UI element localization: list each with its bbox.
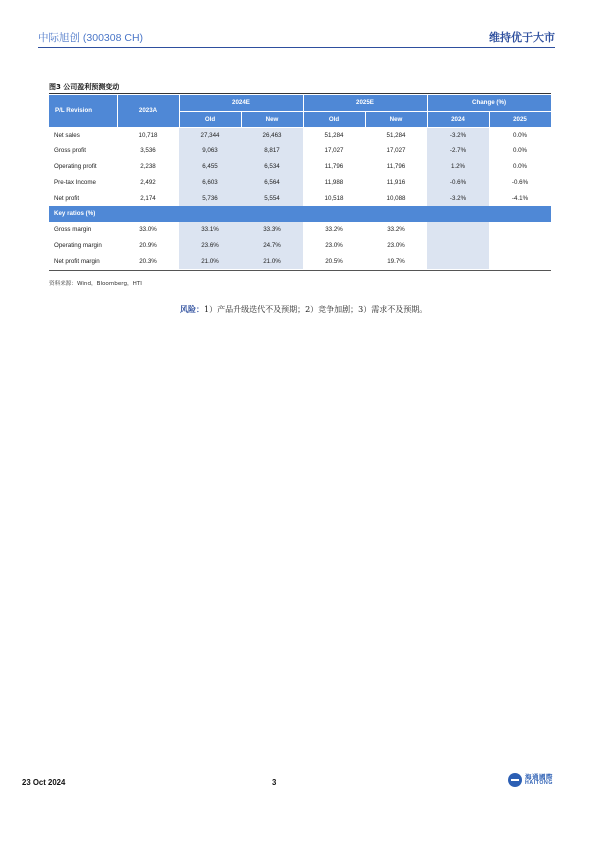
pl-revision-header: P/L Revision: [49, 95, 117, 127]
logo-chinese-text: 海通國際: [525, 773, 553, 781]
table-cell: 23.0%: [365, 238, 427, 254]
header-change: Change (%): [427, 95, 551, 111]
table-cell: 19.7%: [365, 254, 427, 270]
table-cell: -2.7%: [427, 143, 489, 159]
table-cell: 6,564: [241, 174, 303, 190]
subheader-2025-old: Old: [303, 111, 365, 127]
table-cell: 10,518: [303, 190, 365, 206]
table-cell: 33.2%: [303, 222, 365, 238]
subheader-2025-new: New: [365, 111, 427, 127]
table-cell: 5,736: [179, 190, 241, 206]
table-cell: 2,174: [117, 190, 179, 206]
table-cell: -0.6%: [427, 174, 489, 190]
table-cell: [427, 222, 489, 238]
table-row: [49, 127, 551, 143]
table-cell: [427, 254, 489, 270]
key-ratios-label: Key ratios (%): [49, 206, 117, 222]
table-cell: 17,027: [365, 143, 427, 159]
key-ratios-band: [117, 206, 551, 222]
table-cell: 51,284: [303, 127, 365, 143]
table-cell: 11,916: [365, 174, 427, 190]
table-cell: 20.9%: [117, 238, 179, 254]
table-row: [49, 143, 551, 159]
table-cell: 10,718: [117, 127, 179, 143]
table-cell: 33.1%: [179, 222, 241, 238]
footer-date: 23 Oct 2024: [22, 778, 66, 787]
table-header-row: [49, 95, 551, 111]
table-cell: 17,027: [303, 143, 365, 159]
table-cell: 0.0%: [489, 143, 551, 159]
subheader-2024-new: New: [241, 111, 303, 127]
haitong-logo-icon: [508, 773, 522, 787]
header-2024e: 2024E: [179, 95, 303, 111]
header-2025e: 2025E: [303, 95, 427, 111]
table-cell: 23.6%: [179, 238, 241, 254]
forecast-revision-table: [49, 95, 552, 269]
pl-row-label: Net profit: [49, 190, 117, 206]
table-cell: [489, 222, 551, 238]
table-cell: 27,344: [179, 127, 241, 143]
table-cell: 0.0%: [489, 127, 551, 143]
table-cell: 2,238: [117, 159, 179, 175]
table-row: [49, 174, 551, 190]
forecast-revision-table-container: [49, 95, 551, 269]
table-cell: 8,817: [241, 143, 303, 159]
table-cell: [427, 238, 489, 254]
table-cell: 26,463: [241, 127, 303, 143]
table-cell: 0.0%: [489, 159, 551, 175]
table-cell: 3,536: [117, 143, 179, 159]
ratio-row-label: Operating margin: [49, 238, 117, 254]
ratio-row-label: Net profit margin: [49, 254, 117, 270]
table-cell: 11,988: [303, 174, 365, 190]
key-ratios-section-row: [49, 206, 551, 222]
page-number: 3: [272, 778, 277, 787]
table-row: [49, 254, 551, 270]
table-cell: 21.0%: [241, 254, 303, 270]
table-cell: 1.2%: [427, 159, 489, 175]
table-cell: -3.2%: [427, 127, 489, 143]
table-row: [49, 222, 551, 238]
table-cell: 2,492: [117, 174, 179, 190]
report-company-ticker: 中际旭创 (300308 CH): [38, 32, 144, 44]
pl-row-label: Gross profit: [49, 143, 117, 159]
table-cell: -0.6%: [489, 174, 551, 190]
table-cell: 10,088: [365, 190, 427, 206]
table-cell: 6,455: [179, 159, 241, 175]
table-cell: 11,796: [365, 159, 427, 175]
table-cell: 9,063: [179, 143, 241, 159]
table-cell: 6,534: [241, 159, 303, 175]
table-row: [49, 159, 551, 175]
table-cell: 51,284: [365, 127, 427, 143]
table-cell: 23.0%: [303, 238, 365, 254]
risk-text: 1）产品升级迭代不及预期；2）竞争加剧；3）需求不及预期。: [204, 305, 428, 314]
header-2023a: 2023A: [117, 95, 179, 127]
subheader-change-2024: 2024: [427, 111, 489, 127]
table-cell: [489, 254, 551, 270]
subheader-change-2025: 2025: [489, 111, 551, 127]
pl-row-label: Operating profit: [49, 159, 117, 175]
table-cell: -4.1%: [489, 190, 551, 206]
ratio-row-label: Gross margin: [49, 222, 117, 238]
risk-statement: [180, 304, 427, 315]
table-cell: 21.0%: [179, 254, 241, 270]
header-divider: [38, 47, 555, 48]
table-cell: 5,554: [241, 190, 303, 206]
source-note: 资料来源：Wind，Bloomberg，HTI: [49, 281, 142, 287]
table-cell: 33.2%: [365, 222, 427, 238]
pl-row-label: Pre-tax Income: [49, 174, 117, 190]
table-cell: 20.3%: [117, 254, 179, 270]
table-row: [49, 190, 551, 206]
table-cell: 24.7%: [241, 238, 303, 254]
table-row: [49, 238, 551, 254]
table-cell: 33.3%: [241, 222, 303, 238]
risk-label: 风险：: [180, 304, 204, 314]
table-cell: 33.0%: [117, 222, 179, 238]
table-cell: -3.2%: [427, 190, 489, 206]
table-cell: [489, 238, 551, 254]
table-cell: 11,796: [303, 159, 365, 175]
table-cell: 6,603: [179, 174, 241, 190]
subheader-2024-old: Old: [179, 111, 241, 127]
report-rating: 维持优于大市: [489, 31, 555, 44]
logo-english-text: HAITONG: [525, 780, 554, 786]
table-cell: 20.5%: [303, 254, 365, 270]
figure-title: 图3 公司盈利预测变动: [49, 83, 120, 91]
pl-row-label: Net sales: [49, 127, 117, 143]
haitong-logo: [508, 773, 556, 789]
